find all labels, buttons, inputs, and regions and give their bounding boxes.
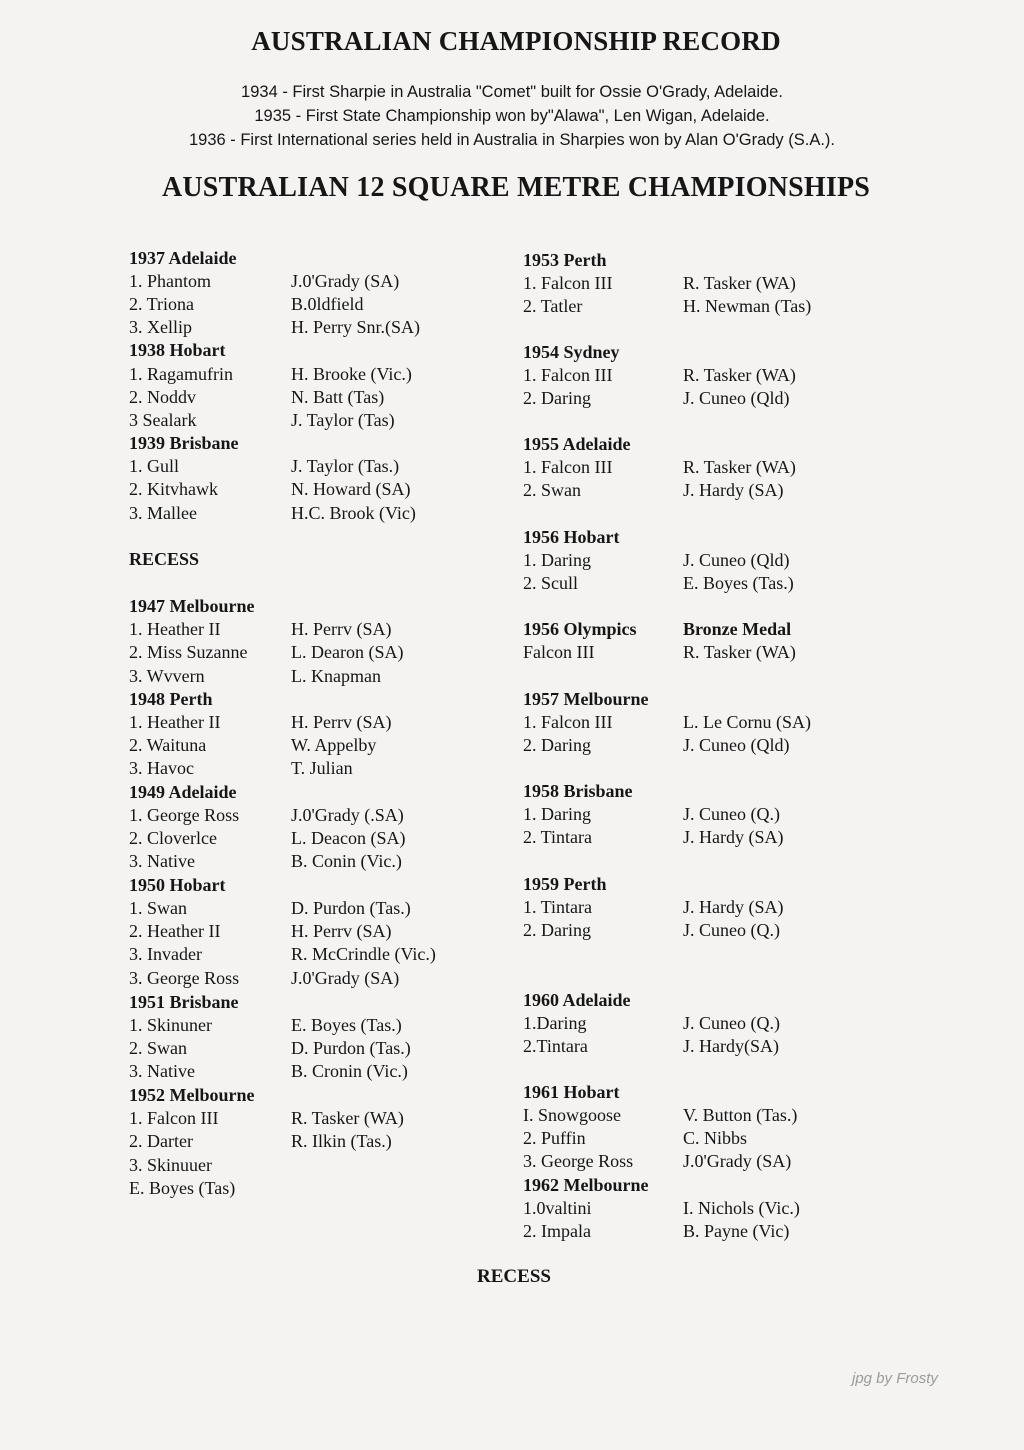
boat-name: 2. Tintara xyxy=(523,827,593,847)
boat-name: 1. Phantom xyxy=(129,271,212,291)
boat-name: 2. Puffin xyxy=(523,1128,586,1148)
boat-name: 1. Falcon III xyxy=(523,365,613,385)
image-credit: jpg by Frosty xyxy=(852,1370,938,1387)
skipper-name: J. Cuneo (Q.) xyxy=(683,920,780,940)
boat-name: I. Snowgoose xyxy=(523,1105,621,1125)
skipper-name: J. Cuneo (Qld) xyxy=(683,735,790,755)
skipper-name: J. Hardy (SA) xyxy=(683,827,784,847)
boat-name: 2. Swan xyxy=(523,480,581,500)
event-title: 1949 Adelaide xyxy=(129,782,237,802)
skipper-name: J. Cuneo (Qld) xyxy=(683,388,790,408)
skipper-name: B. Payne (Vic) xyxy=(683,1221,790,1241)
skipper-name: J. Taylor (Tas) xyxy=(291,410,395,430)
skipper-name: H. Brooke (Vic.) xyxy=(291,364,412,384)
skipper-name: R. Tasker (WA) xyxy=(683,365,796,385)
boat-name: 1. Falcon III xyxy=(523,457,613,477)
event-title: RECESS xyxy=(129,549,200,569)
skipper-name: C. Nibbs xyxy=(683,1128,748,1148)
event-title: 1958 Brisbane xyxy=(523,781,633,801)
skipper-name: R. Tasker (WA) xyxy=(683,642,796,662)
event-title: 1953 Perth xyxy=(523,250,607,270)
boat-name: 2. Impala xyxy=(523,1221,591,1241)
skipper-name: N. Batt (Tas) xyxy=(291,387,385,407)
boat-name: 2. Scull xyxy=(523,573,579,593)
boat-name: 1. Falcon III xyxy=(523,273,613,293)
boat-name: 1. Falcon III xyxy=(129,1108,219,1128)
boat-name: 1. Tintara xyxy=(523,897,593,917)
boat-name: 2. Kitvhawk xyxy=(129,479,218,499)
boat-name: 3. Native xyxy=(129,851,195,871)
skipper-name: V. Button (Tas.) xyxy=(683,1105,798,1125)
boat-name: 1. George Ross xyxy=(129,805,240,825)
skipper-name: J. Taylor (Tas.) xyxy=(291,456,400,476)
intro-line: 1936 - First International series held in Australia in Sharpies won by Alan O'Grady (S.A.). xyxy=(188,131,836,149)
boat-name: 3. Wvvern xyxy=(129,666,205,686)
skipper-name: W. Appelby xyxy=(291,735,377,755)
boat-name: 2. Daring xyxy=(523,388,591,408)
boat-name: 1. Swan xyxy=(129,898,187,918)
boat-name: 3. Havoc xyxy=(129,758,194,778)
boat-name: 1. Gull xyxy=(129,456,180,476)
boat-name: 3. Native xyxy=(129,1061,195,1081)
award-title: Bronze Medal xyxy=(683,619,792,639)
skipper-name: R. McCrindle (Vic.) xyxy=(291,944,436,964)
skipper-name: J. Hardy (SA) xyxy=(683,897,784,917)
boat-name: 1. Skinuner xyxy=(129,1015,212,1035)
skipper-name: H. Perry Snr.(SA) xyxy=(291,317,420,337)
boat-name: 2. Noddv xyxy=(129,387,196,407)
skipper-name: L. Deacon (SA) xyxy=(291,828,406,848)
skipper-name: R. Tasker (WA) xyxy=(683,273,796,293)
boat-name: Falcon III xyxy=(523,642,595,662)
skipper-name: L. Knapman xyxy=(291,666,381,686)
skipper-name: H. Newman (Tas) xyxy=(683,296,812,316)
event-title: 1961 Hobart xyxy=(523,1082,620,1102)
boat-name: 2. Waituna xyxy=(129,735,207,755)
skipper-name: H. Perrv (SA) xyxy=(291,712,392,732)
skipper-name: R. Tasker (WA) xyxy=(683,457,796,477)
boat-name: 2. Triona xyxy=(129,294,195,314)
event-title: 1952 Melbourne xyxy=(129,1085,255,1105)
boat-name: 3. Xellip xyxy=(129,317,192,337)
skipper-name: J.0'Grady (SA) xyxy=(291,968,400,988)
intro-line: 1935 - First State Championship won by"Alawa", Len Wigan, Adelaide. xyxy=(254,107,770,125)
boat-name: 2. Miss Suzanne xyxy=(129,642,248,662)
skipper-name: N. Howard (SA) xyxy=(291,479,411,499)
skipper-name: H.C. Brook (Vic) xyxy=(291,503,416,523)
boat-name: 2. Tatler xyxy=(523,296,583,316)
boat-name: 3. Skinuuer xyxy=(129,1155,212,1175)
boat-name: 1.0valtini xyxy=(523,1198,592,1218)
boat-name: 3. George Ross xyxy=(523,1151,634,1171)
boat-name: E. Boyes (Tas) xyxy=(129,1178,236,1198)
skipper-name: D. Purdon (Tas.) xyxy=(291,1038,411,1058)
event-title: 1957 Melbourne xyxy=(523,689,649,709)
boat-name: 3. George Ross xyxy=(129,968,240,988)
boat-name: 3 Sealark xyxy=(129,410,197,430)
skipper-name: L. Dearon (SA) xyxy=(291,642,404,662)
event-title: 1954 Sydney xyxy=(523,342,620,362)
skipper-name: J.0'Grady (SA) xyxy=(683,1151,792,1171)
document-title: AUSTRALIAN CHAMPIONSHIP RECORD xyxy=(251,26,781,56)
skipper-name: J. Cuneo (Q.) xyxy=(683,804,780,824)
skipper-name: T. Julian xyxy=(291,758,353,778)
event-title: 1960 Adelaide xyxy=(523,990,631,1010)
skipper-name: R. Tasker (WA) xyxy=(291,1108,404,1128)
event-title: 1956 Hobart xyxy=(523,527,620,547)
boat-name: 2. Darter xyxy=(129,1131,193,1151)
skipper-name: J. Hardy (SA) xyxy=(683,480,784,500)
skipper-name: E. Boyes (Tas.) xyxy=(683,573,794,593)
skipper-name: D. Purdon (Tas.) xyxy=(291,898,411,918)
boat-name: 2. Swan xyxy=(129,1038,187,1058)
boat-name: 1. Heather II xyxy=(129,619,221,639)
skipper-name: J. Cuneo (Q.) xyxy=(683,1013,780,1033)
skipper-name: E. Boyes (Tas.) xyxy=(291,1015,402,1035)
boat-name: 1. Heather II xyxy=(129,712,221,732)
event-title: 1962 Melbourne xyxy=(523,1175,649,1195)
skipper-name: J. Hardy(SA) xyxy=(683,1036,779,1056)
skipper-name: H. Perrv (SA) xyxy=(291,619,392,639)
skipper-name: I. Nichols (Vic.) xyxy=(683,1198,800,1218)
boat-name: 1.Daring xyxy=(523,1013,587,1033)
event-title: 1948 Perth xyxy=(129,689,213,709)
skipper-name: H. Perrv (SA) xyxy=(291,921,392,941)
boat-name: 2. Cloverlce xyxy=(129,828,217,848)
skipper-name: B.0ldfield xyxy=(291,294,364,314)
boat-name: 3. Mallee xyxy=(129,503,197,523)
boat-name: 2. Daring xyxy=(523,735,591,755)
event-title: 1937 Adelaide xyxy=(129,248,237,268)
event-title: 1938 Hobart xyxy=(129,340,226,360)
boat-name: 1. Ragamufrin xyxy=(129,364,233,384)
skipper-name: R. Ilkin (Tas.) xyxy=(291,1131,392,1151)
event-title: 1951 Brisbane xyxy=(129,992,239,1012)
intro-text xyxy=(0,80,1024,152)
boat-name: 1. Daring xyxy=(523,804,591,824)
boat-name: 2. Daring xyxy=(523,920,591,940)
event-title: 1956 Olympics xyxy=(523,619,637,639)
section-title: AUSTRALIAN 12 SQUARE METRE CHAMPIONSHIPS xyxy=(161,172,871,203)
boat-name: 2.Tintara xyxy=(523,1036,588,1056)
boat-name: 3. Invader xyxy=(129,944,202,964)
event-title: 1939 Brisbane xyxy=(129,433,239,453)
boat-name: 2. Heather II xyxy=(129,921,221,941)
intro-line: 1934 - First Sharpie in Australia "Comet" built for Ossie O'Grady, Adelaide. xyxy=(241,83,783,101)
skipper-name: J.0'Grady (SA) xyxy=(291,271,400,291)
skipper-name: L. Le Cornu (SA) xyxy=(683,712,811,732)
skipper-name: B. Cronin (Vic.) xyxy=(291,1061,408,1081)
event-title: 1955 Adelaide xyxy=(523,434,631,454)
event-title: 1947 Melbourne xyxy=(129,596,255,616)
boat-name: 1. Daring xyxy=(523,550,591,570)
skipper-name: B. Conin (Vic.) xyxy=(291,851,402,871)
boat-name: 1. Falcon III xyxy=(523,712,613,732)
event-title: 1959 Perth xyxy=(523,874,607,894)
skipper-name: J. Cuneo (Qld) xyxy=(683,550,790,570)
skipper-name: J.0'Grady (.SA) xyxy=(291,805,404,825)
recess-label: RECESS xyxy=(477,1266,551,1287)
event-title: 1950 Hobart xyxy=(129,875,226,895)
